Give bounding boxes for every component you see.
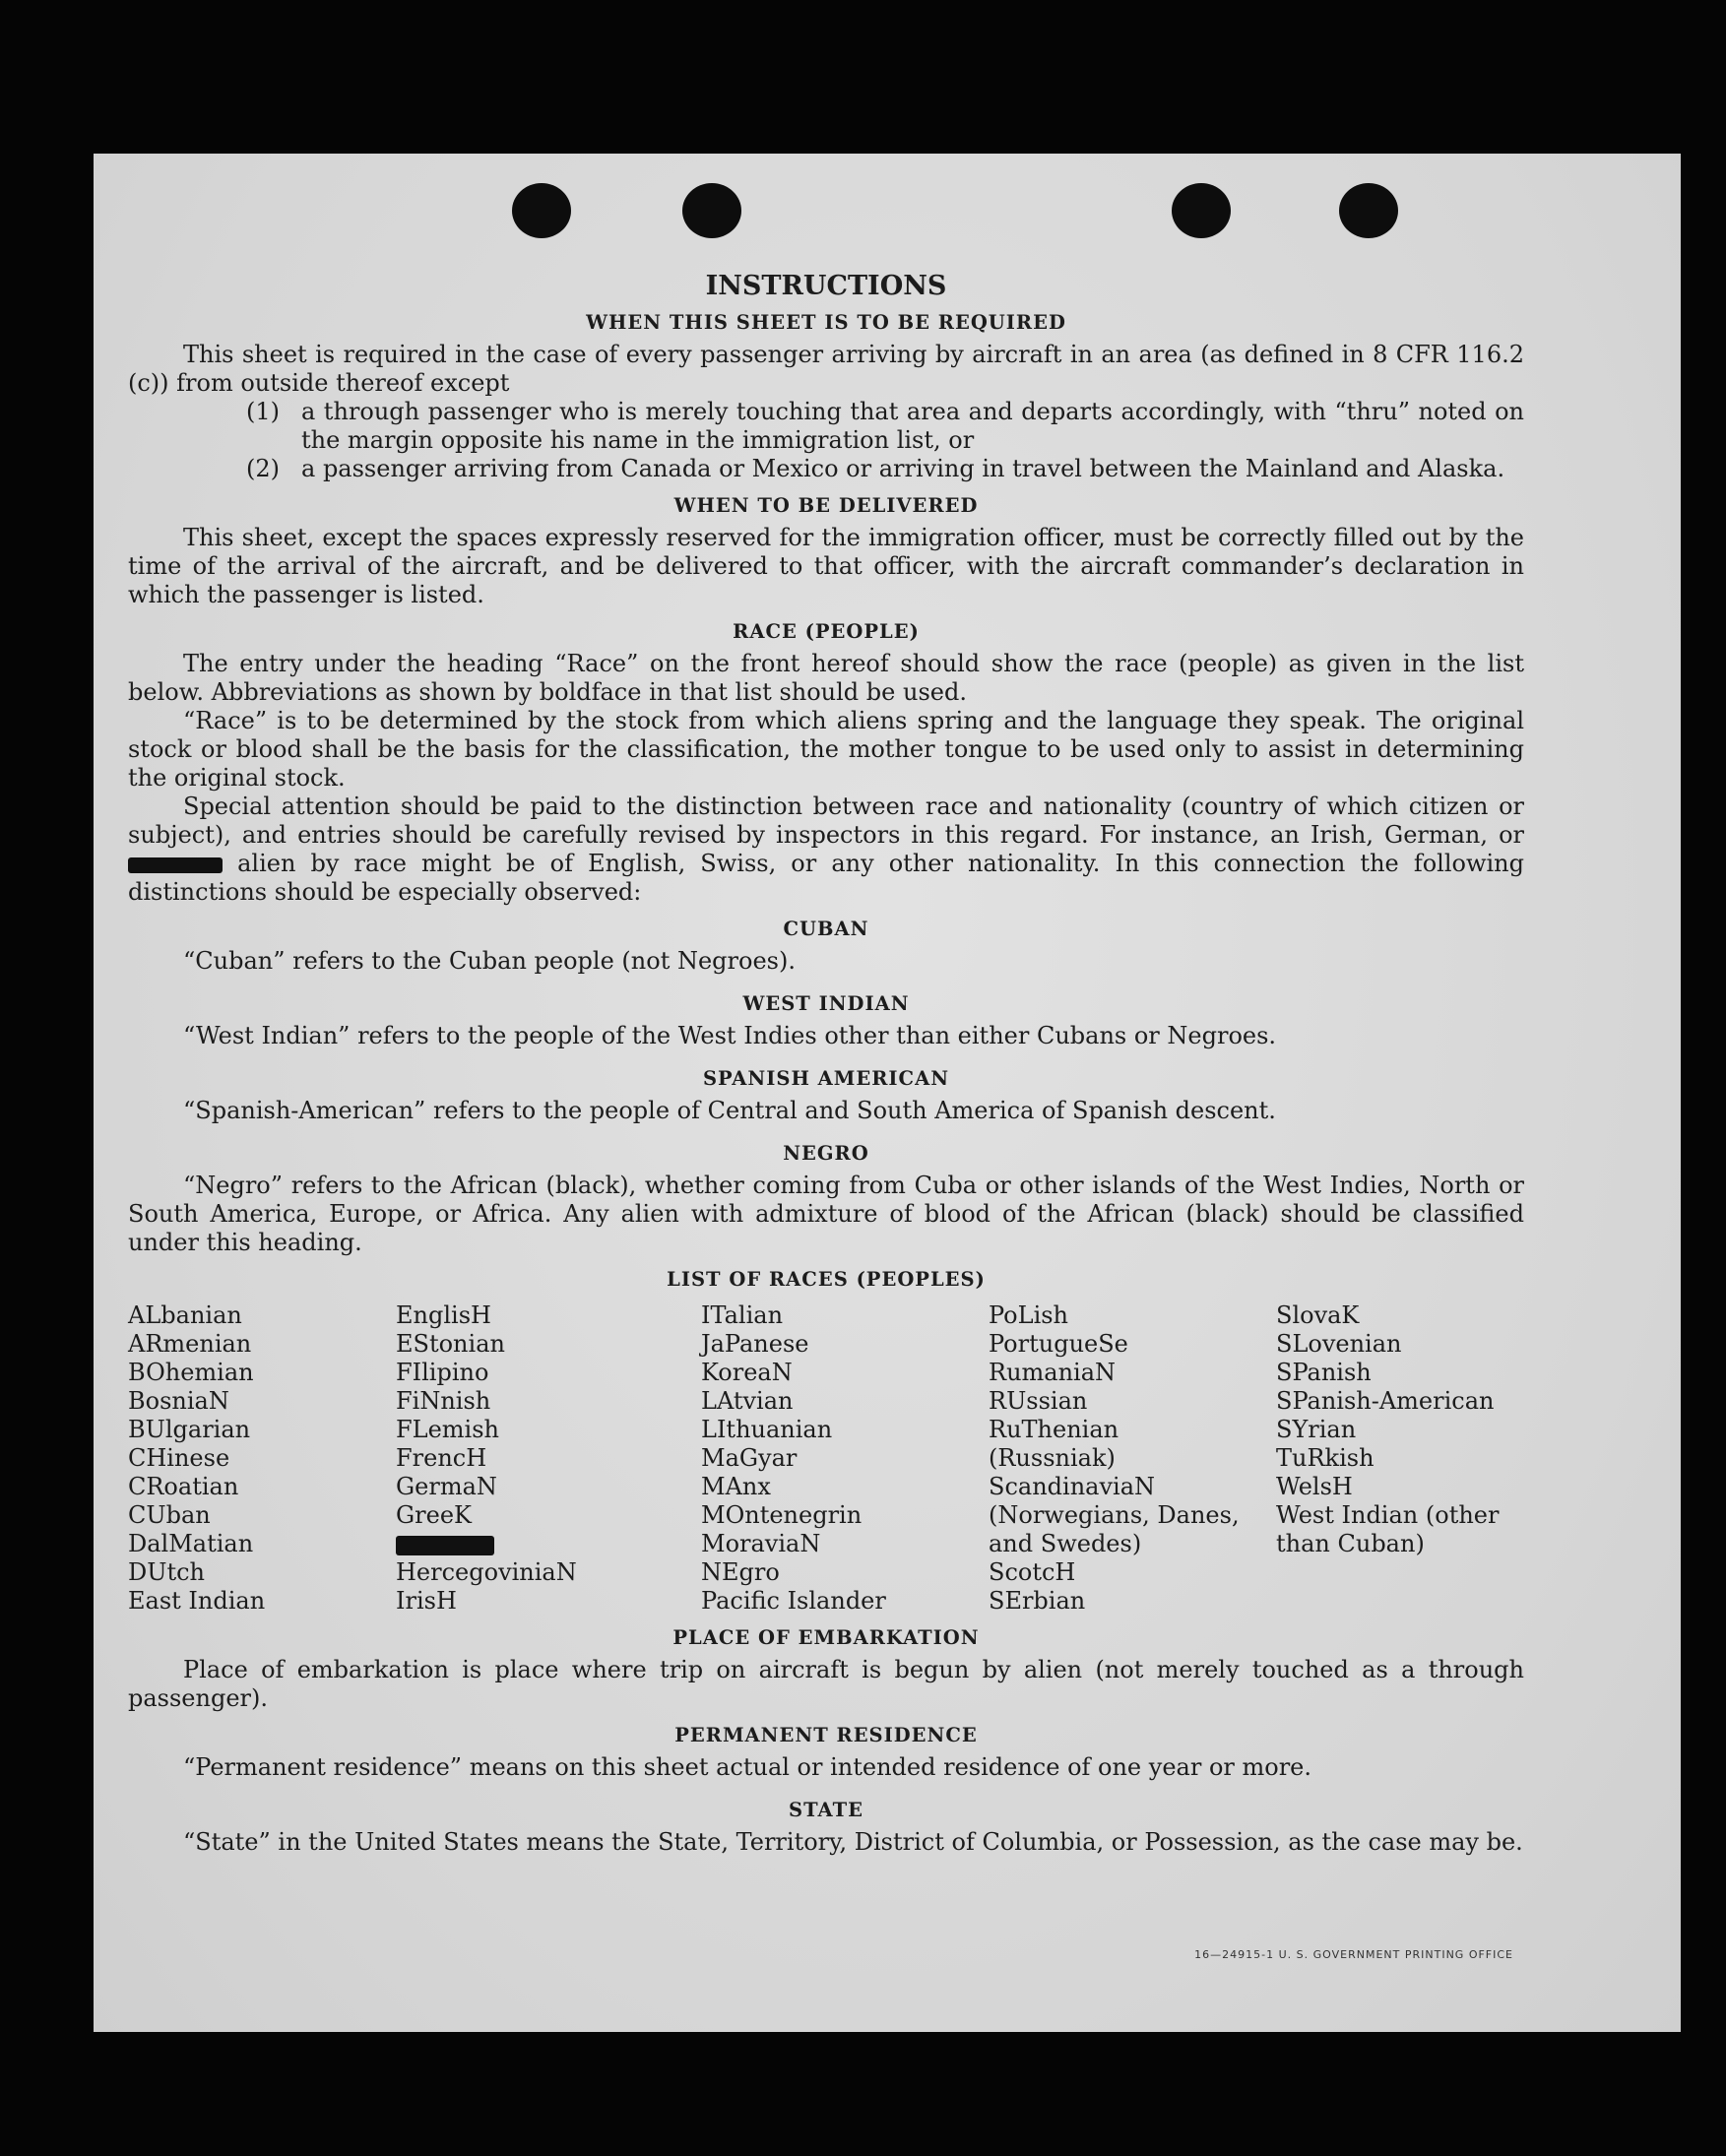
race-entry: LIthuanian: [701, 1416, 833, 1443]
race-entry: ITalian: [701, 1301, 784, 1329]
race-entry: East Indian: [128, 1587, 266, 1615]
race-paragraph-1: The entry under the heading “Race” on the front hereof should show the race (people) as given in the list below. Abbreviations as shown by boldface in that list should be used.: [128, 650, 1524, 706]
required-intro: This sheet is required in the case of every passenger arriving by aircraft in an area (as defined in 8 CFR 116.2 (c)) from outside thereof except: [128, 341, 1524, 397]
delivered-text: This sheet, except the spaces expressly reserved for the immigration officer, must be correctly filled out by the time of the arrival of the aircraft, and be delivered to that officer, with the aircraft commander’s declaration in which the passenger is listed.: [128, 524, 1524, 608]
heading-race: RACE (PEOPLE): [733, 620, 920, 643]
negro-text: “Negro” refers to the African (black), whether coming from Cuba or other islands of the West Indies, North or South America, Europe, or Africa. Any alien with admixture of blood of the African (black) should be classified under this heading.: [128, 1172, 1524, 1256]
race-paragraph-3-end: alien by race might be of English, Swiss, or any other nationality. In this connection the following distinctions should be especially observed:: [128, 850, 1524, 906]
race-entry: SYrian: [1276, 1416, 1357, 1443]
punch-hole: [1172, 183, 1231, 238]
race-entry: BUlgarian: [128, 1416, 251, 1443]
heading-required: WHEN THIS SHEET IS TO BE REQUIRED: [586, 311, 1066, 334]
race-entry: TuRkish: [1276, 1444, 1374, 1472]
race-entry: MOntenegrin: [701, 1501, 863, 1529]
race-entry: DUtch: [128, 1558, 206, 1586]
race-entry: IrisH: [396, 1587, 457, 1615]
heading-delivered: WHEN TO BE DELIVERED: [673, 494, 979, 517]
race-entry: SPanish-American: [1276, 1387, 1495, 1415]
race-entry: CUban: [128, 1501, 211, 1529]
race-entry: FiNnish: [396, 1387, 491, 1415]
race-entry: West Indian (other than Cuban): [1276, 1501, 1500, 1557]
punch-hole: [1339, 183, 1398, 238]
race-entry: MAnx: [701, 1473, 771, 1500]
race-entry: GermaN: [396, 1473, 497, 1500]
state-text: “State” in the United States means the State, Territory, District of Columbia, or Possession, as the case may be.: [183, 1828, 1523, 1856]
race-entry: KoreaN: [701, 1359, 793, 1386]
race-entry: FLemish: [396, 1416, 499, 1443]
races-column: [396, 1301, 701, 1616]
race-entry: Pacific Islander: [701, 1587, 886, 1615]
race-entry: DalMatian: [128, 1530, 254, 1557]
exception-item: [246, 455, 1524, 483]
race-paragraph-2: “Race” is to be determined by the stock from which aliens spring and the language they speak. The original stock or blood shall be the basis for the classification, the mother tongue to be used only to assist in determining the original stock.: [128, 707, 1524, 792]
races-column: [128, 1301, 396, 1616]
race-entry: RUssian: [989, 1387, 1088, 1415]
race-entry: WelsH: [1276, 1473, 1353, 1500]
page-title: INSTRUCTIONS: [705, 271, 947, 301]
heading-state: STATE: [789, 1799, 863, 1821]
race-entry: MoraviaN: [701, 1530, 821, 1557]
race-entry: CRoatian: [128, 1473, 239, 1500]
race-entry: FrencH: [396, 1444, 487, 1472]
race-entry: MaGyar: [701, 1444, 798, 1472]
heading-races-list: LIST OF RACES (PEOPLES): [667, 1268, 986, 1291]
printer-imprint: 16—24915-1 U. S. GOVERNMENT PRINTING OFFICE: [1194, 1948, 1513, 1961]
item-text: a passenger arriving from Canada or Mexico or arriving in travel between the Mainland and Alaska.: [301, 455, 1505, 482]
race-entry: SlovaK: [1276, 1301, 1360, 1329]
race-paragraph-3-start: Special attention should be paid to the distinction between race and nationality (country of which citizen or subject), and entries should be carefully revised by inspectors in this regard. For instance, an Irish, German, or: [128, 793, 1524, 849]
heading-cuban: CUBAN: [783, 918, 869, 940]
item-number: (1): [246, 398, 280, 425]
race-entry: FIlipino: [396, 1359, 489, 1386]
redaction-mark: [396, 1536, 494, 1555]
race-entry: EnglisH: [396, 1301, 491, 1329]
heading-negro: NEGRO: [783, 1142, 869, 1165]
race-entry: BosniaN: [128, 1387, 229, 1415]
race-entry-redacted: [396, 1530, 701, 1558]
race-entry: SPanish: [1276, 1359, 1372, 1386]
punch-hole: [512, 183, 571, 238]
races-column: [701, 1301, 989, 1616]
heading-embarkation: PLACE OF EMBARKATION: [672, 1626, 980, 1649]
race-entry: ALbanian: [128, 1301, 242, 1329]
race-entry: RuThenian (Russniak): [989, 1416, 1119, 1472]
race-entry: ARmenian: [128, 1330, 252, 1358]
race-entry: CHinese: [128, 1444, 230, 1472]
race-entry: RumaniaN: [989, 1359, 1117, 1386]
exception-item: [246, 398, 1524, 455]
spanish-american-text: “Spanish-American” refers to the people of Central and South America of Spanish descent.: [183, 1097, 1276, 1124]
race-entry: ScotcH: [989, 1558, 1076, 1586]
heading-west-indian: WEST INDIAN: [742, 992, 910, 1015]
race-entry: SErbian: [989, 1587, 1086, 1615]
race-entry: PortugueSe: [989, 1330, 1128, 1358]
race-entry: SLovenian: [1276, 1330, 1402, 1358]
punch-hole: [682, 183, 741, 238]
race-entry: BOhemian: [128, 1359, 254, 1386]
race-entry: EStonian: [396, 1330, 505, 1358]
heading-residence: PERMANENT RESIDENCE: [674, 1724, 978, 1746]
race-paragraph-3: [128, 793, 1524, 907]
item-number: (2): [246, 455, 280, 482]
race-entry: PoLish: [989, 1301, 1069, 1329]
heading-spanish-american: SPANISH AMERICAN: [702, 1067, 950, 1090]
cuban-text: “Cuban” refers to the Cuban people (not Negroes).: [183, 947, 796, 975]
races-column: [989, 1301, 1276, 1616]
west-indian-text: “West Indian” refers to the people of the West Indies other than either Cubans or Negroes.: [183, 1022, 1277, 1049]
race-entry: ScandinaviaN (Norwegians, Danes, and Swedes): [989, 1473, 1240, 1557]
race-entry: JaPanese: [701, 1330, 809, 1358]
races-column: [1276, 1301, 1524, 1616]
residence-text: “Permanent residence” means on this sheet actual or intended residence of one year or more.: [183, 1753, 1311, 1781]
redaction-mark: [128, 857, 223, 873]
instructions-body: [128, 272, 1524, 1857]
race-entry: LAtvian: [701, 1387, 794, 1415]
item-text: a through passenger who is merely touching that area and departs accordingly, with “thru” noted on the margin opposite his name in the immigration list, or: [301, 398, 1524, 454]
race-entry: HercegoviniaN: [396, 1558, 577, 1586]
race-entry: GreeK: [396, 1501, 472, 1529]
document-page: [94, 154, 1681, 2032]
races-list: [128, 1301, 1524, 1616]
embarkation-text: Place of embarkation is place where trip on aircraft is begun by alien (not merely touched as a through passenger).: [128, 1656, 1524, 1712]
race-entry: NEgro: [701, 1558, 780, 1586]
